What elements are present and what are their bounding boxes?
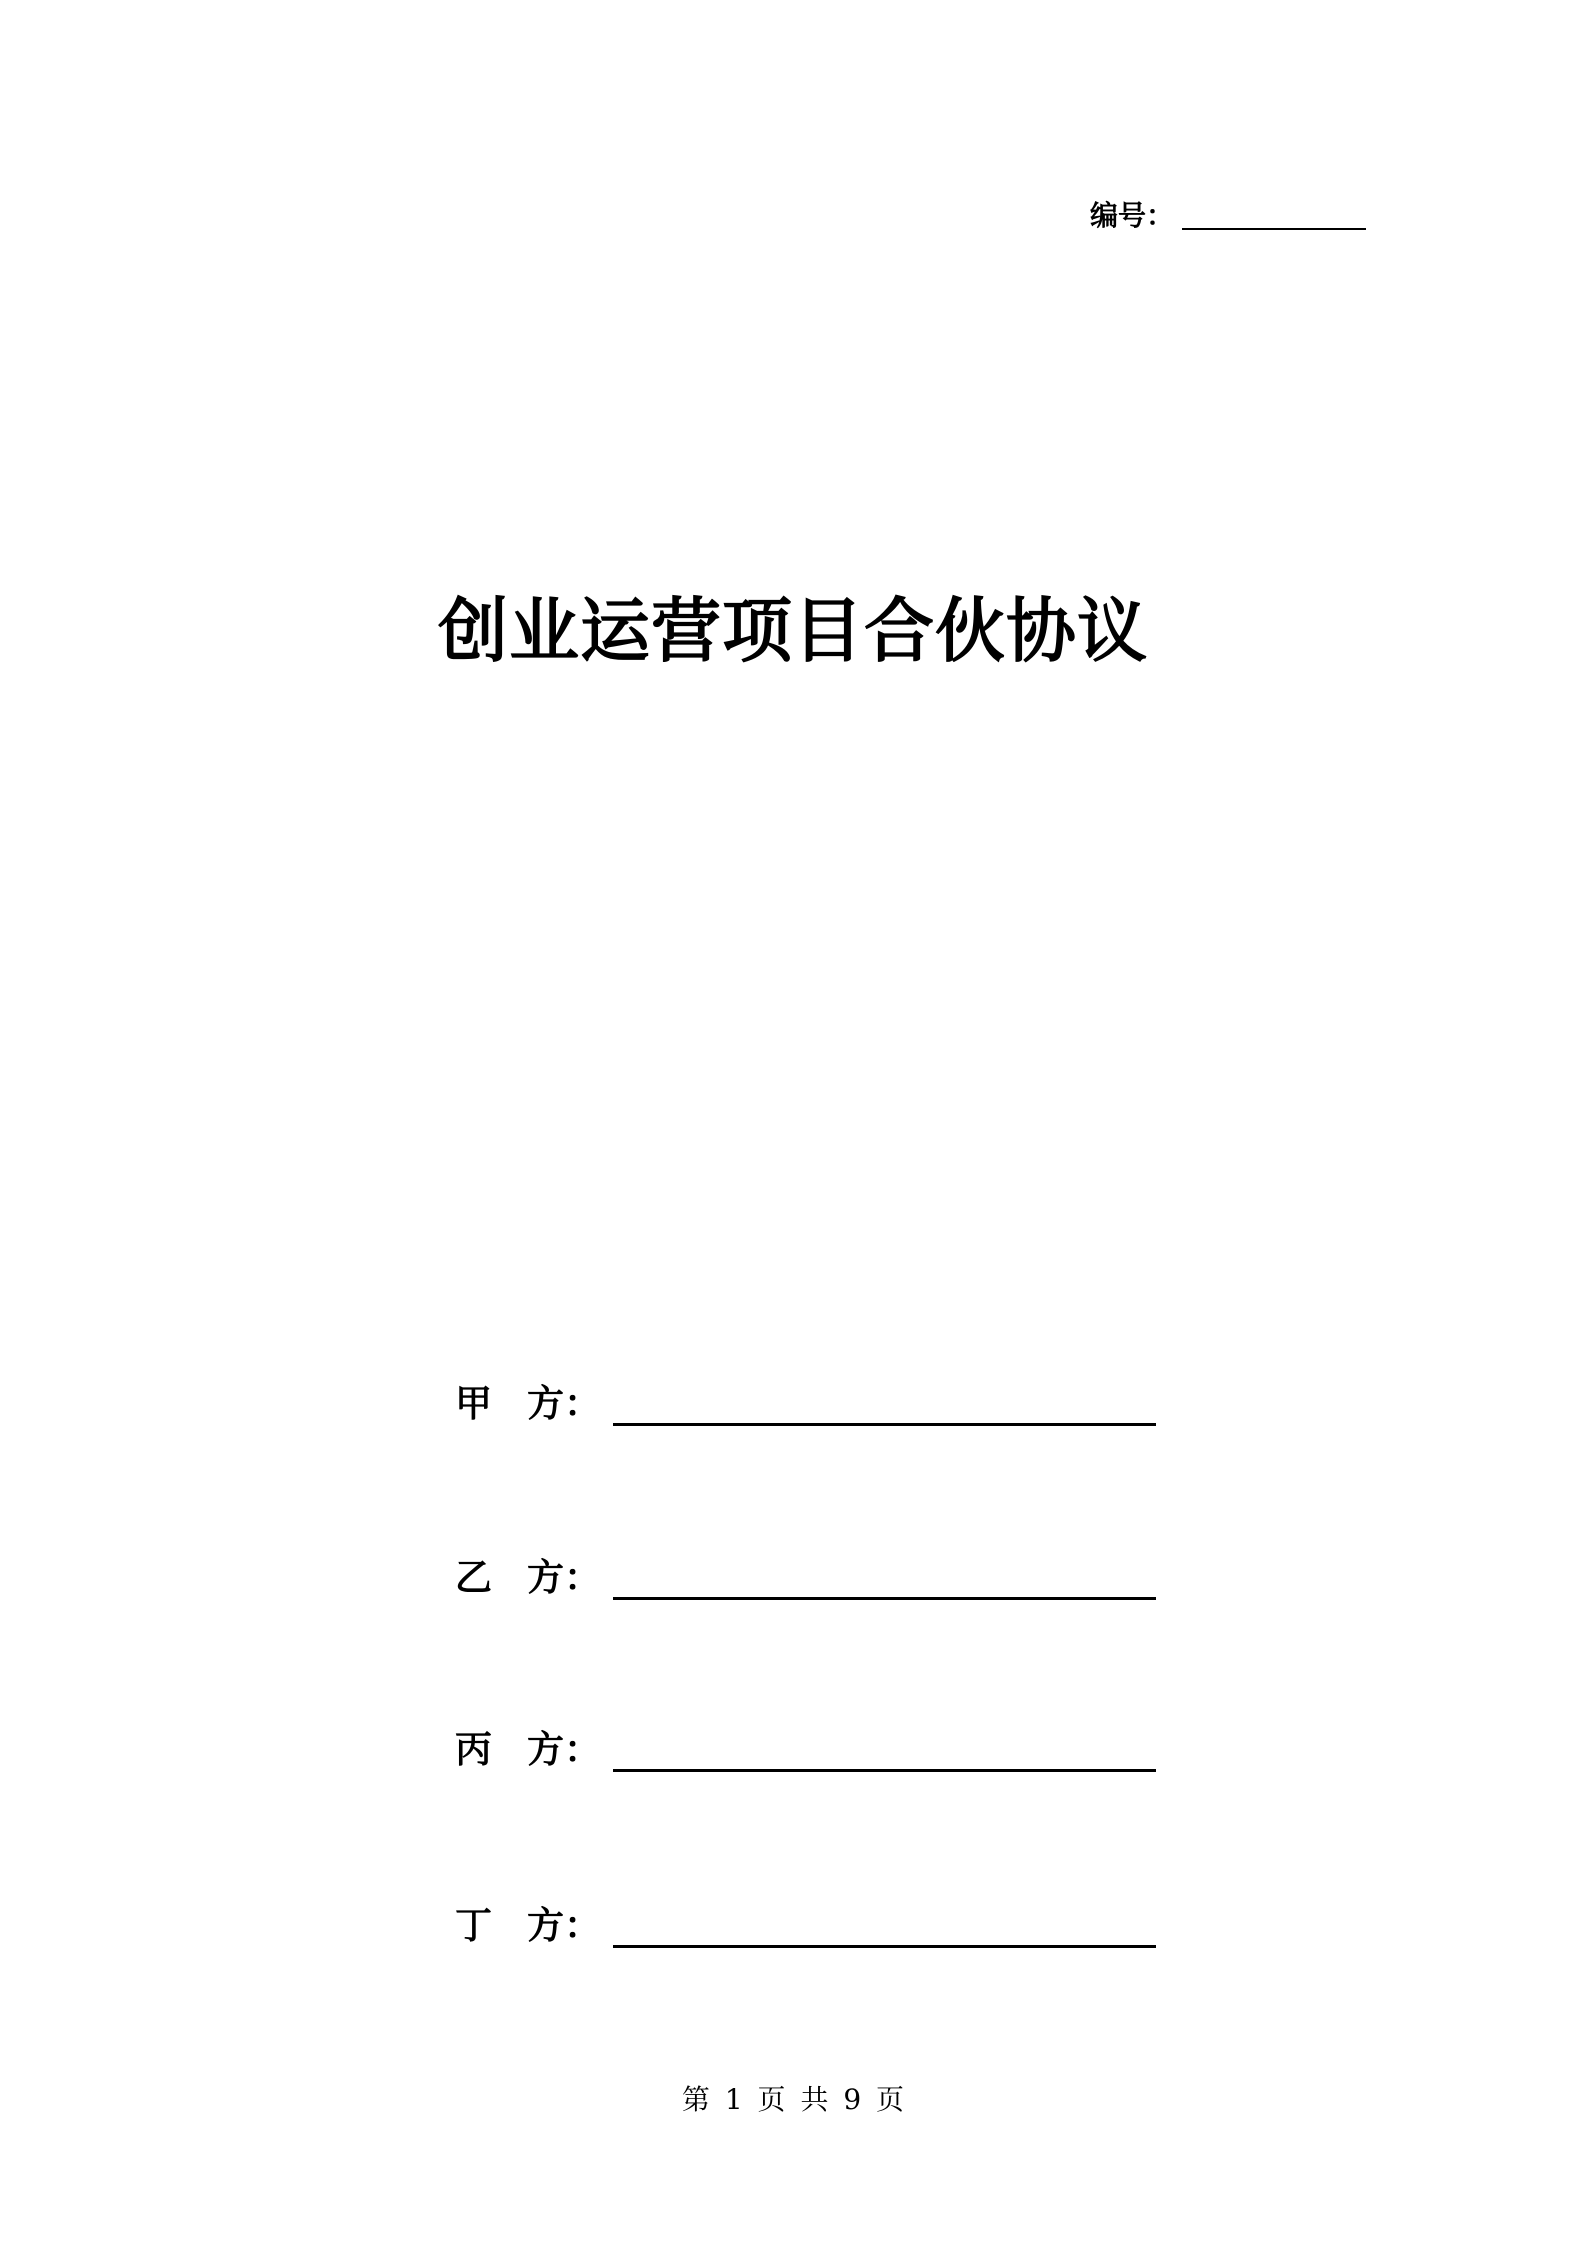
page-number-footer: 第 1 页 共 9 页 <box>681 2083 905 2116</box>
party-c-blank-line[interactable] <box>613 1769 1156 1772</box>
party-b-field <box>455 1550 1156 1606</box>
party-a-blank-line[interactable] <box>613 1423 1156 1426</box>
party-d-suffix: 方： <box>527 1904 601 1947</box>
party-a-name: 甲 <box>455 1382 492 1425</box>
serial-number-blank-line[interactable] <box>1182 228 1366 230</box>
party-b-blank-line[interactable] <box>613 1597 1156 1600</box>
serial-number-label: 编号： <box>1090 199 1175 232</box>
party-c-name: 丙 <box>455 1728 492 1771</box>
party-c-suffix: 方： <box>527 1728 601 1771</box>
serial-number-field <box>1090 196 1366 236</box>
party-b-suffix: 方： <box>527 1556 601 1599</box>
party-d-field <box>455 1898 1156 1954</box>
party-b-name: 乙 <box>455 1556 492 1599</box>
party-a-field <box>455 1376 1156 1432</box>
document-title: 创业运营项目合伙协议 <box>438 590 1148 672</box>
party-c-field <box>455 1722 1156 1778</box>
party-d-name: 丁 <box>455 1904 492 1947</box>
party-a-suffix: 方： <box>527 1382 601 1425</box>
party-d-blank-line[interactable] <box>613 1945 1156 1948</box>
